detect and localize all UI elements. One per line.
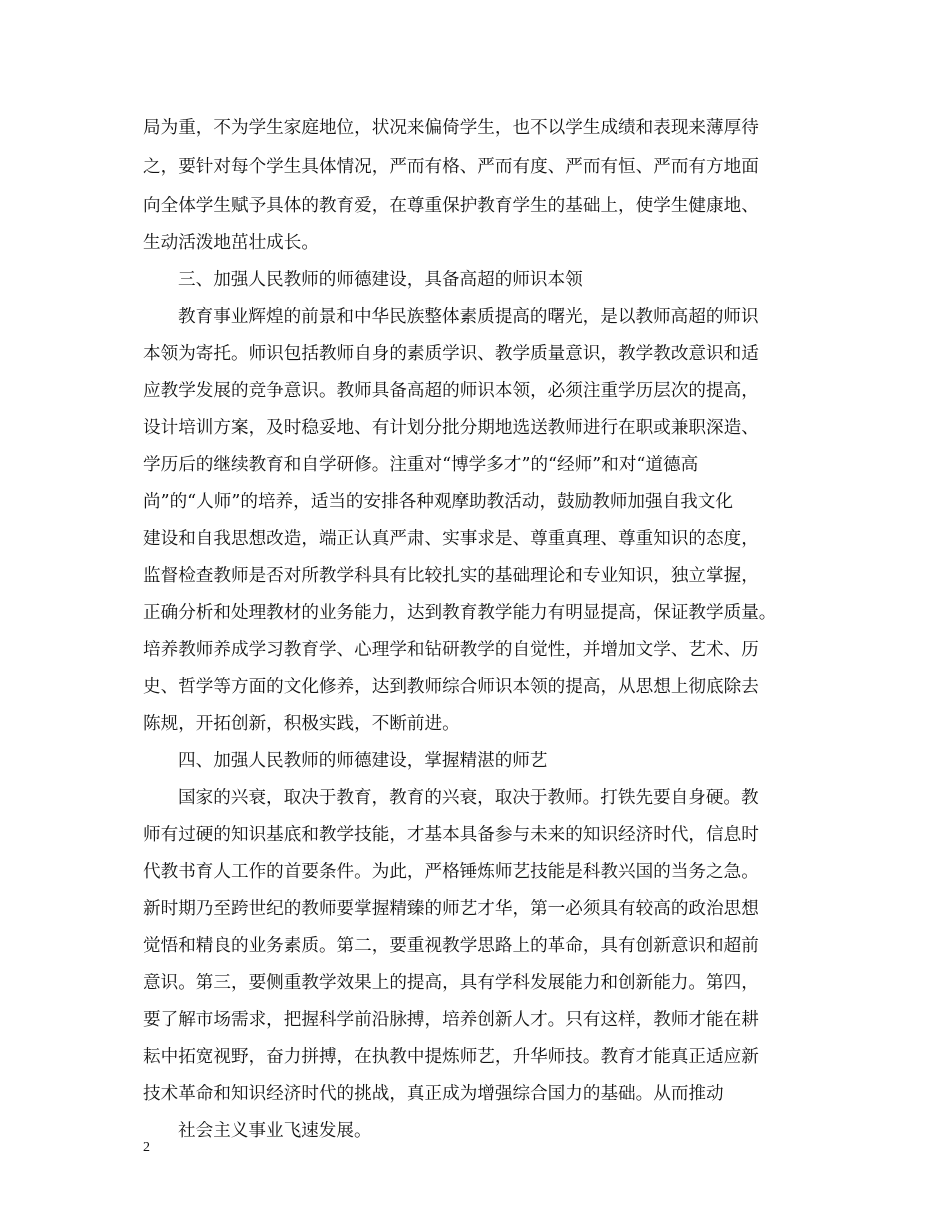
text-line: 尚”的“人师”的培养，适当的安排各种观摩助教活动，鼓励教师加强自我文化 (143, 492, 733, 512)
text-line: 代教书育人工作的首要条件。为此，严格锤炼师艺技能是科教兴国的当务之急。 (143, 862, 759, 882)
text-line: 向全体学生赋予具体的教育爱，在尊重保护教育学生的基础上，使学生健康地、 (143, 196, 759, 216)
text-line: 国家的兴衰，取决于教育，教育的兴衰，取决于教师。打铁先要自身硬。教 (178, 788, 759, 808)
text-line: 监督检查教师是否对所教学科具有比较扎实的基础理论和专业知识，独立掌握， (143, 566, 759, 586)
text-line: 意识。第三，要侧重教学效果上的提高，具有学科发展能力和创新能力。第四， (143, 973, 759, 993)
section-heading-4: 四、加强人民教师的师德建设，掌握精湛的师艺 (178, 751, 548, 771)
text-line: 新时期乃至跨世纪的教师要掌握精臻的师艺才华，第一必须具有较高的政治思想 (143, 899, 759, 919)
text-line: 陈规，开拓创新，积极实践，不断前进。 (143, 714, 460, 734)
text-line: 要了解市场需求，把握科学前沿脉搏，培养创新人才。只有这样，教师才能在耕 (143, 1010, 759, 1030)
text-line: 耘中拓宽视野，奋力拼搏，在执教中提炼师艺，升华师技。教育才能真正适应新 (143, 1047, 759, 1067)
text-line: 觉悟和精良的业务素质。第二，要重视教学思路上的革命，具有创新意识和超前 (143, 936, 759, 956)
text-line: 正确分析和处理教材的业务能力，达到教育教学能力有明显提高，保证教学质量。 (143, 603, 777, 623)
text-line: 社会主义事业飞速发展。 (178, 1121, 372, 1141)
text-line: 学历后的继续教育和自学研修。注重对“博学多才”的“经师”和对“道德高 (143, 455, 699, 475)
text-line: 教育事业辉煌的前景和中华民族整体素质提高的曙光，是以教师高超的师识 (178, 307, 759, 327)
text-line: 局为重，不为学生家庭地位，状况来偏倚学生，也不以学生成绩和表现来薄厚待 (143, 118, 759, 138)
text-line: 史、哲学等方面的文化修养，达到教师综合师识本领的提高，从思想上彻底除去 (143, 677, 759, 697)
text-line: 培养教师养成学习教育学、心理学和钻研教学的自觉性，并增加文学、艺术、历 (143, 640, 759, 660)
section-heading-3: 三、加强人民教师的师德建设，具备高超的师识本领 (178, 270, 583, 290)
text-line: 应教学发展的竞争意识。教师具备高超的师识本领，必须注重学历层次的提高， (143, 381, 759, 401)
page-number: 2 (143, 1140, 150, 1155)
text-line: 技术革命和知识经济时代的挑战，真正成为增强综合国力的基础。从而推动 (143, 1084, 724, 1104)
text-line: 设计培训方案，及时稳妥地、有计划分批分期地选送教师进行在职或兼职深造、 (143, 418, 759, 438)
text-line: 生动活泼地茁壮成长。 (143, 233, 319, 253)
text-line: 师有过硬的知识基底和教学技能，才基本具备参与未来的知识经济时代，信息时 (143, 825, 759, 845)
text-line: 建设和自我思想改造，端正认真严肃、实事求是、尊重真理、尊重知识的态度， (143, 529, 759, 549)
text-line: 之，要针对每个学生具体情况，严而有格、严而有度、严而有恒、严而有方地面 (143, 157, 759, 177)
text-line: 本领为寄托。师识包括教师自身的素质学识、教学质量意识，教学教改意识和适 (143, 344, 759, 364)
